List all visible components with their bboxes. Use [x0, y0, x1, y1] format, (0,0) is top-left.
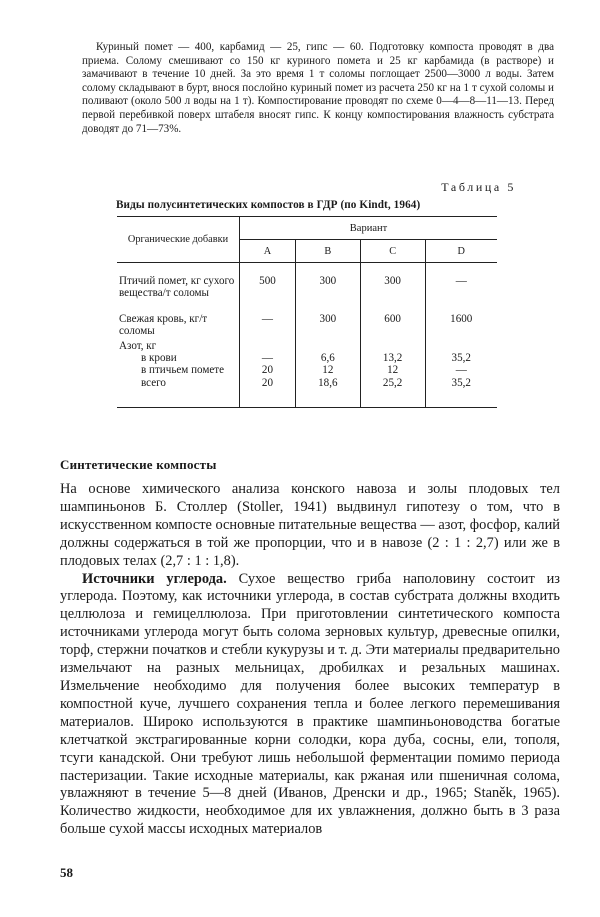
- row-label: всего: [141, 376, 166, 389]
- table-cell: 300: [384, 275, 401, 287]
- variant-d: D: [425, 240, 497, 263]
- main-text: [60, 481, 560, 839]
- compost-table: [117, 216, 497, 408]
- table-cell: 18,6: [318, 376, 338, 389]
- table-cell: —: [455, 275, 467, 287]
- variant-c: C: [360, 240, 425, 263]
- table-cell: —: [261, 352, 274, 365]
- table-header-row: [117, 217, 497, 240]
- paragraph-2-lead: Источники углерода.: [82, 570, 227, 587]
- table-row: [117, 364, 497, 376]
- table-row: [117, 340, 497, 352]
- table-cell: 600: [384, 313, 401, 325]
- section-heading: Синтетические компосты: [60, 457, 217, 472]
- row-label: Азот, кг: [117, 340, 240, 352]
- table-row: [117, 275, 497, 313]
- table-cell: 12: [387, 364, 399, 377]
- row-label: Свежая кровь, кг/т соломы: [117, 313, 240, 340]
- paragraph-1: На основе химического анализа конского навоза и золы плодовых тел шампиньонов Б. Столлер (Stoller, 1941) выдвинул гипотезу о том, что в искусственном компосте основные питательные вещества — азот, фосфор, калий должны содержаться в той же пропорции, что и в навозе (2 : 1 : 2,7) или же в плодовых телах (2,7 : 1 : 1,8).: [60, 481, 560, 569]
- paragraph-2: [60, 571, 560, 840]
- table-cell: 13,2: [382, 352, 403, 365]
- table-cell: 35,2: [451, 376, 471, 389]
- header-additives: Органические добавки: [117, 217, 240, 263]
- row-label: в птичьем помете: [141, 364, 225, 377]
- row-label: в крови: [141, 352, 177, 365]
- table-bottom-row: [117, 389, 497, 408]
- page-number: 58: [60, 865, 73, 880]
- intro-text: Куриный помет — 400, карбамид — 25, гипс — 60. Подготовку компоста проводят в два приема. Солому смешивают со 150 кг куриного помета и 25 кг карбамида (в растворе) и замачивают в течение 10 дней. За это время 1 т соломы поглощает 2500—3000 л воды. Затем солому складывают в бурт, внося послойно куриный помет из расчета 250 кг на 1 т сухой соломы и поливают (около 500 л воды на 1 т). Компостирование проводят по схеме 0—4—8—11—13. Перед первой перебивкой поверх штабеля вносят гипс. К концу компостирования влажность субстрата доводят до 71—73%.: [82, 41, 554, 135]
- table-spacer-row: [117, 263, 497, 276]
- table-cell: 300: [319, 275, 337, 287]
- table-row: [117, 377, 497, 389]
- table-cell: 12: [322, 364, 334, 377]
- table-cell: 500: [259, 275, 276, 287]
- intro-paragraph: [82, 41, 554, 136]
- paragraph-2-body: Сухое вещество гриба наполовину состоит из углерода. Поэтому, как источники углерода, в состав субстрата должны входить целлюлоза и гемицеллюлоза. При приготовлении синтетического компоста источниками углерода могут быть солома зерновых культур, древесные опилки, торф, стержни початков и стебли кукурузы и т. д. Эти материалы предварительно измельчают на разных мельницах, дробилках и резальных машинах. Измельчение необходимо для получения более высоких температур в компостной куче, лучшего сохранения тепла и более легкого перемешивания материалов. Широко используются в практике шампиньоноводства богатые клетчаткой экстрагированные корни солодки, кора дуба, сосны, ели, тополя, тсуги канадской. Они требуют лишь небольшой ферментации помимо периода пастеризации. Такие исходные материалы, как ржаная или пшеничная солома, увлажняют в течение 5—8 дней (Иванов, Дренски и др., 1965; Staněk, 1965). Количество жидкости, необходимое для их увлажнения, должно быть в 3 раза больше сухой массы исходных материалов: [60, 570, 560, 838]
- header-variant: Вариант: [240, 217, 498, 240]
- variant-b: B: [295, 240, 360, 263]
- table-cell: —: [261, 313, 274, 325]
- row-label: Птичий помет, кг сухого вещества/т соломы: [117, 275, 240, 313]
- table-cell: 35,2: [451, 352, 471, 365]
- table-row: [117, 352, 497, 364]
- table-caption: Таблица 5: [441, 180, 516, 194]
- variant-a: A: [240, 240, 296, 263]
- table-cell: 20: [261, 376, 274, 389]
- table-cell: —: [455, 364, 467, 377]
- table-cell: 1600: [450, 313, 473, 325]
- table-cell: 6,6: [320, 352, 335, 365]
- table-cell: 25,2: [382, 376, 403, 389]
- table-cell: 300: [319, 313, 337, 325]
- table-title: Виды полусинтетических компостов в ГДР (по Kindt, 1964): [116, 199, 421, 211]
- table-cell: 20: [261, 364, 274, 377]
- table-row: [117, 313, 497, 340]
